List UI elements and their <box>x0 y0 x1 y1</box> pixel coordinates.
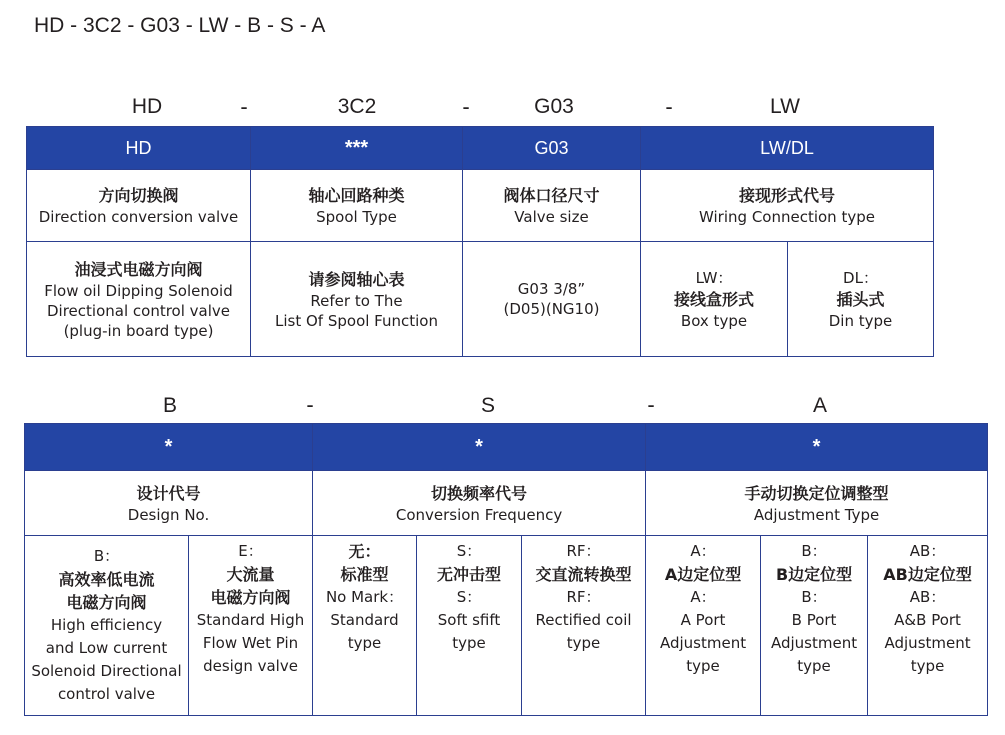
cell-option-rf: RF： 交直流转换型 RF： Rectified coil type <box>522 536 646 716</box>
code-separator: - <box>240 94 248 119</box>
cell-option-a: A： A边定位型 A： A Port Adjustment type <box>646 536 761 716</box>
cell-option-e: E： 大流量 电磁方向阀 Standard High Flow Wet Pin design valve <box>189 536 313 716</box>
cell-option-ab: AB： AB边定位型 AB： A&B Port Adjustment type <box>868 536 988 716</box>
code-separator: - <box>647 392 655 417</box>
code-separator: - <box>306 392 314 417</box>
header-adjustment: * <box>646 424 988 471</box>
cell-valve-size: 阀体口径尺寸 Valve size <box>463 170 641 242</box>
code-adjustment: A <box>812 394 828 417</box>
header-design: * <box>25 424 313 471</box>
header-frequency: * <box>313 424 646 471</box>
cell-design-no: 设计代号 Design No. <box>25 471 313 536</box>
code-design: B <box>162 394 178 417</box>
code-size: G03 <box>534 95 574 118</box>
cell-option-b-port: B： B边定位型 B： B Port Adjustment type <box>761 536 868 716</box>
code-separator: - <box>462 94 470 119</box>
model-code-table-2 <box>24 423 988 716</box>
cell-dl-desc: DL： 插头式 Din type <box>788 242 934 357</box>
code-separator: - <box>665 94 673 119</box>
cell-spool-desc: 请参阅轴心表 Refer to The List Of Spool Function <box>251 242 463 357</box>
code-hd: HD <box>131 95 163 118</box>
cell-spool-type: 轴心回路种类 Spool Type <box>251 170 463 242</box>
code-frequency: S <box>480 394 496 417</box>
cell-option-s: S： 无冲击型 S： Soft sfift type <box>417 536 522 716</box>
cell-option-b: B： 高效率低电流 电磁方向阀 High efficiency and Low current Solenoid Directional control valve <box>25 536 189 716</box>
header-wiring: LW/DL <box>641 127 934 170</box>
header-size: G03 <box>463 127 641 170</box>
cell-hd-desc: 油浸式电磁方向阀 Flow oil Dipping Solenoid Directional control valve (plug-in board type) <box>27 242 251 357</box>
cell-wiring-type: 接现形式代号 Wiring Connection type <box>641 170 934 242</box>
code-wiring: LW <box>770 95 800 118</box>
cell-size-desc: G03 3/8” (D05)(NG10) <box>463 242 641 357</box>
cell-option-standard: 无： 标准型 No Mark： Standard type <box>313 536 417 716</box>
cell-adjustment-type: 手动切换定位调整型 Adjustment Type <box>646 471 988 536</box>
model-code-table-1 <box>26 126 934 357</box>
page-title: HD - 3C2 - G03 - LW - B - S - A <box>34 14 326 37</box>
header-hd: HD <box>27 127 251 170</box>
cell-lw-desc: LW： 接线盒形式 Box type <box>641 242 788 357</box>
cell-direction: 方向切换阀 Direction conversion valve <box>27 170 251 242</box>
cell-conversion-frequency: 切换频率代号 Conversion Frequency <box>313 471 646 536</box>
code-spool: 3C2 <box>337 95 377 118</box>
header-spool: *** <box>251 127 463 170</box>
